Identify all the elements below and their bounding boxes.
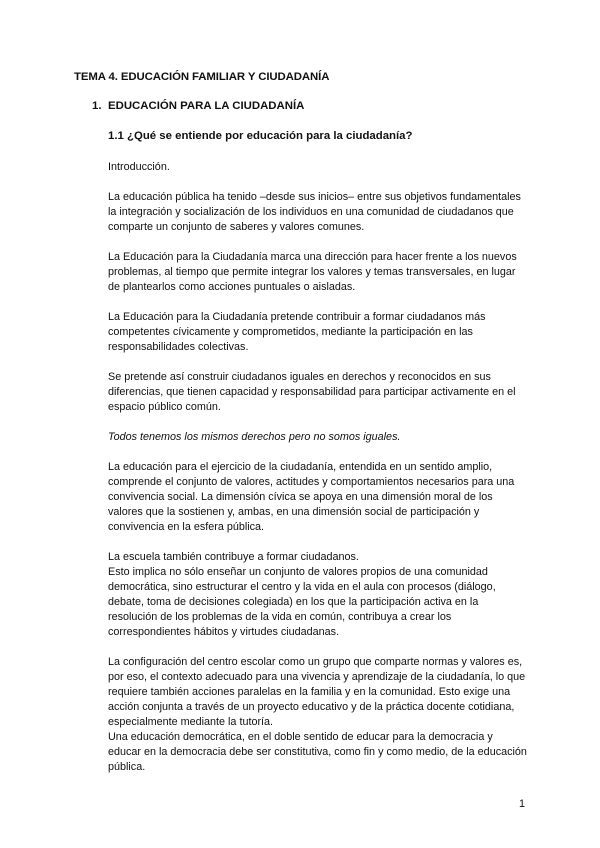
topic-heading: TEMA 4. EDUCACIÓN FAMILIAR Y CIUDADANÍA (74, 71, 330, 83)
paragraph: Se pretende así construir ciudadanos iguales en derechos y reconocidos en sus diferencias, que tienen capacidad y responsabilidad para participar activamente en el espacio público común. (108, 371, 516, 413)
paragraph: La escuela también contribuye a formar ciudadanos. (108, 551, 359, 563)
paragraph: La Educación para la Ciudadanía marca una dirección para hacer frente a los nuevos problemas, al tiempo que permite integrar los valores y temas transversales, en lugar de plantearlos como acciones puntuales o aisladas. (108, 251, 517, 293)
section-number: 1. (92, 100, 102, 112)
section-title: EDUCACIÓN PARA LA CIUDADANÍA (108, 100, 305, 112)
paragraph: Una educación democrática, en el doble sentido de educar para la democracia y educar en la democracia debe ser constitutiva, como fin y como medio, de la educación pública. (108, 731, 527, 773)
section-heading (92, 100, 304, 112)
paragraph: Esto implica no sólo enseñar un conjunto de valores propios de una comunidad democrática, sino estructurar el centro y la vida en el aula con procesos (diálogo, debate, toma de decisiones colegiada) en los que la participación activa en la resolución de los problemas de la vida en común, contribuya a crear los correspondientes hábitos y virtudes ciudadanas. (108, 566, 496, 638)
paragraph-italic: Todos tenemos los mismos derechos pero no somos iguales. (108, 431, 401, 443)
paragraph: La educación para el ejercicio de la ciudadanía, entendida en un sentido amplio, comprende el conjunto de valores, actitudes y comportamientos necesarios para una convivencia social. La dimensión cívica se apoya en una dimensión moral de los valores que la sostienen y, ambas, en una dimensión social de participación y convivencia en la esfera pública. (108, 461, 515, 533)
paragraph: La educación pública ha tenido –desde sus inicios– entre sus objetivos fundamentales la integración y socialización de los individuos en una comunidad de ciudadanos que comparte un conjunto de saberes y valores comunes. (108, 191, 521, 233)
subsection-heading: 1.1 ¿Qué se entiende por educación para la ciudadanía? (108, 130, 413, 142)
document-body (108, 160, 528, 775)
paragraph: La configuración del centro escolar como un grupo que comparte normas y valores es, por eso, el contexto adecuado para una vivencia y aprendizaje de la ciudadanía, lo que requiere también acciones paralelas en la familia y en la comunidad. Esto exige una acción conjunta a través de un proyecto educativo y de la práctica docente cotidiana, especialmente mediante la tutoría. (108, 656, 526, 728)
paragraph: La Educación para la Ciudadanía pretende contribuir a formar ciudadanos más competentes cívicamente y comprometidos, mediante la participación en las responsabilidades colectivas. (108, 311, 486, 353)
page-number: 1 (519, 798, 526, 810)
paragraph-intro: Introducción. (108, 161, 170, 173)
